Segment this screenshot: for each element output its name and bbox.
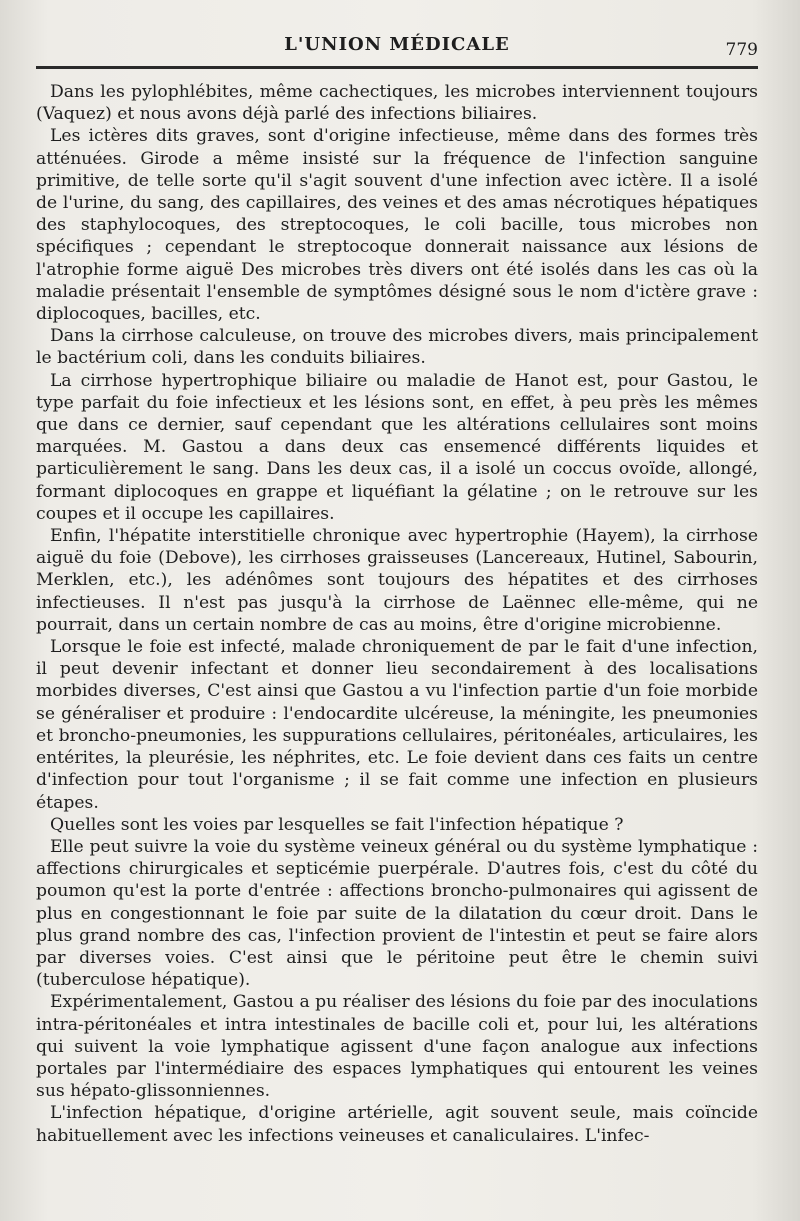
paragraph: Les ictères dits graves, sont d'origine infectieuse, même dans des formes très atténuées. Girode a même insisté sur la fréquence de l'infection sanguine primitive, de telle sorte qu'il s'agit souvent d'une infection avec ictère. Il a isolé de l'urine, du sang, des capillaires, des veines et des amas nécrotiques hépatiques des staphylocoques, des streptocoques, le coli bacille, tous microbes non spécifiques ; cependant le streptocoque donnerait naissance aux lésions de l'atrophie forme aiguë Des microbes très divers ont été isolés dans les cas où la maladie présentait l'ensemble de symptômes désigné sous le nom d'ictère grave : diplocoques, bacilles, etc. — [36, 126, 758, 325]
header-rule — [36, 66, 758, 69]
running-head: L'UNION MÉDICALE — [284, 34, 510, 55]
paragraph: Dans la cirrhose calculeuse, on trouve des microbes divers, mais principalement le bactérium coli, dans les conduits biliaires. — [36, 326, 758, 369]
paragraph: Dans les pylophlébites, même cachectiques, les microbes interviennent toujours (Vaquez) et nous avons déjà parlé des infections biliaires. — [36, 82, 758, 125]
page-number: 779 — [725, 40, 758, 60]
paragraph: Enfin, l'hépatite interstitielle chronique avec hypertrophie (Hayem), la cirrhose aiguë du foie (Debove), les cirrhoses graisseuses (Lancereaux, Hutinel, Sabourin, Merklen, etc.), les adénômes sont toujours des hépatites et des cirrhoses infectieuses. Il n'est pas jusqu'à la cirrhose de Laënnec elle-même, qui ne pourrait, dans un certain nombre de cas au moins, être d'origine microbienne. — [36, 526, 758, 635]
paragraph: La cirrhose hypertrophique biliaire ou maladie de Hanot est, pour Gastou, le type parfait du foie infectieux et les lésions sont, en effet, à peu près les mêmes que dans ce dernier, sauf cependant que les altérations cellulaires sont moins marquées. M. Gastou a dans deux cas ensemencé différents liquides et particulièrement le sang. Dans les deux cas, il a isolé un coccus ovoïde, allongé, formant diplocoques en grappe et liquéfiant la gélatine ; on le retrouve sur les coupes et il occupe les capillaires. — [36, 370, 758, 524]
body-text — [36, 81, 758, 1147]
page-header — [36, 28, 758, 66]
paragraph: Quelles sont les voies par lesquelles se fait l'infection hépatique ? — [50, 814, 624, 835]
paragraph: Lorsque le foie est infecté, malade chroniquement de par le fait d'une infection, il peut devenir infectant et donner lieu secondairement à des localisations morbides diverses, C'est ainsi que Gastou a vu l'infection partie d'un foie morbide se généraliser et produire : l'endocardite ulcéreuse, la méningite, les pneumonies et broncho-pneumonies, les suppurations cellulaires, péritonéales, articulaires, les entérites, la pleurésie, les néphrites, etc. Le foie devient dans ces faits un centre d'infection pour tout l'organisme ; il se fait comme une infection en plusieurs étapes. — [36, 637, 758, 813]
paragraph: Expérimentalement, Gastou a pu réaliser des lésions du foie par des inoculations intra-péritonéales et intra intestinales de bacille coli et, pour lui, les altérations qui suivent la voie lymphatique agissent d'une façon analogue aux infections portales par l'intermédiaire des espaces lymphatiques qui entourent les veines sus hépato-glissonniennes. — [36, 992, 758, 1102]
paragraph: Elle peut suivre la voie du système veineux général ou du système lymphatique : affections chirurgicales et septicémie puerpérale. D'autres fois, c'est du côté du poumon qu'est la porte d'entrée : affections broncho-pulmonaires qui agissent de plus en congestionnant le foie par suite de la dilatation du cœur droit. Dans le plus grand nombre des cas, l'infection provient de l'intestin et peut se faire alors par diverses voies. C'est ainsi que le péritoine peut être le chemin suivi (tuberculose hépatique). — [36, 836, 758, 991]
paragraph: L'infection hépatique, d'origine artérielle, agit souvent seule, mais coïncide habituellement avec les infections veineuses et canaliculaires. L'infec- — [36, 1103, 758, 1146]
